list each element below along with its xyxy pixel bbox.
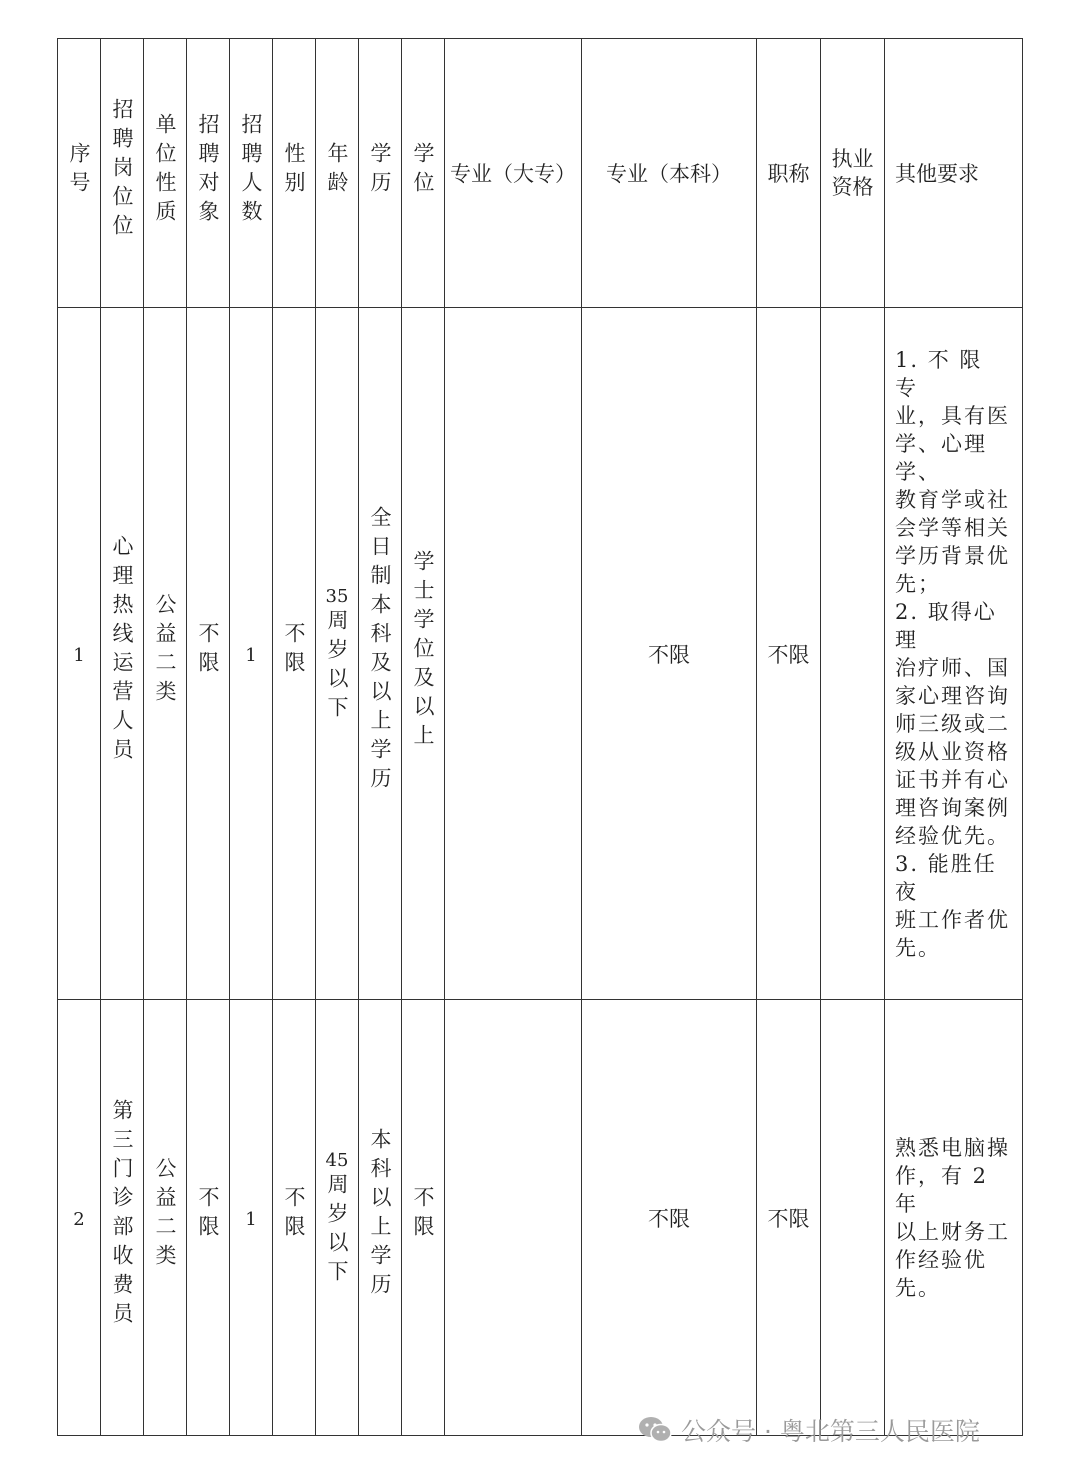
cell-license — [821, 308, 885, 1000]
cell-target: 不限 — [187, 1000, 230, 1436]
age-number: 45 — [325, 1149, 349, 1171]
header-other: 其他要求 — [885, 39, 1023, 308]
header-unit-nature: 单位性质 — [144, 39, 187, 308]
cell-unit-nature: 公益二类 — [144, 1000, 187, 1436]
watermark-text: 公众号 · 粤北第三人民医院 — [681, 1417, 980, 1446]
cell-other: 熟悉电脑操 作，有 2 年 以上财务工 作经验优 先。 — [885, 1000, 1023, 1436]
header-count: 招聘人数 — [230, 39, 273, 308]
age-text: 周岁以下 — [325, 1172, 350, 1289]
cell-education: 全日制本科及以上学历 — [359, 308, 402, 1000]
header-license-line2: 资格 — [831, 175, 874, 199]
header-major-bachelor: 专业（本科） — [582, 39, 757, 308]
cell-major-bachelor: 不限 — [582, 1000, 757, 1436]
cell-seq: 1 — [58, 308, 101, 1000]
header-education: 学历 — [359, 39, 402, 308]
table-row — [58, 308, 1023, 1000]
table-header-row — [58, 39, 1023, 308]
cell-target: 不限 — [187, 308, 230, 1000]
header-license-line1: 执业 — [831, 147, 874, 171]
cell-license — [821, 1000, 885, 1436]
header-major-college: 专业（大专） — [445, 39, 582, 308]
table-row — [58, 1000, 1023, 1436]
cell-major-bachelor: 不限 — [582, 308, 757, 1000]
header-degree: 学位 — [402, 39, 445, 308]
header-target: 招聘对象 — [187, 39, 230, 308]
cell-other: 1. 不 限 专 业，具有医 学、心理学、 教育学或社 会学等相关 学历背景优 先； 2. 取得心理 治疗师、国 家心理咨询 师三级或二 级从业资格 证书并有心 理咨询案例 经验优先。 3. 能胜任夜 班工作者优 先。 — [885, 308, 1023, 1000]
cell-degree: 学士学位及以上 — [402, 308, 445, 1000]
header-age: 年龄 — [316, 39, 359, 308]
header-gender: 性别 — [273, 39, 316, 308]
cell-major-college — [445, 308, 582, 1000]
cell-position: 第三门诊部收费员 — [101, 1000, 144, 1436]
watermark — [637, 1412, 1057, 1448]
header-seq: 序号 — [58, 39, 101, 308]
cell-age — [316, 1000, 359, 1436]
header-title: 职称 — [757, 39, 821, 308]
cell-gender: 不限 — [273, 1000, 316, 1436]
cell-unit-nature: 公益二类 — [144, 308, 187, 1000]
cell-count: 1 — [230, 308, 273, 1000]
recruitment-table — [57, 38, 1023, 1436]
cell-education: 本科以上学历 — [359, 1000, 402, 1436]
cell-major-college — [445, 1000, 582, 1436]
age-number: 35 — [325, 585, 349, 607]
cell-seq: 2 — [58, 1000, 101, 1436]
wechat-icon — [637, 1415, 673, 1445]
cell-title: 不限 — [757, 1000, 821, 1436]
cell-position: 心理热线运营人员 — [101, 308, 144, 1000]
cell-degree: 不限 — [402, 1000, 445, 1436]
age-text: 周岁以下 — [325, 608, 350, 725]
cell-age — [316, 308, 359, 1000]
cell-title: 不限 — [757, 308, 821, 1000]
cell-gender: 不限 — [273, 308, 316, 1000]
header-position: 招聘岗位位 — [101, 39, 144, 308]
header-license — [821, 39, 885, 308]
cell-count: 1 — [230, 1000, 273, 1436]
